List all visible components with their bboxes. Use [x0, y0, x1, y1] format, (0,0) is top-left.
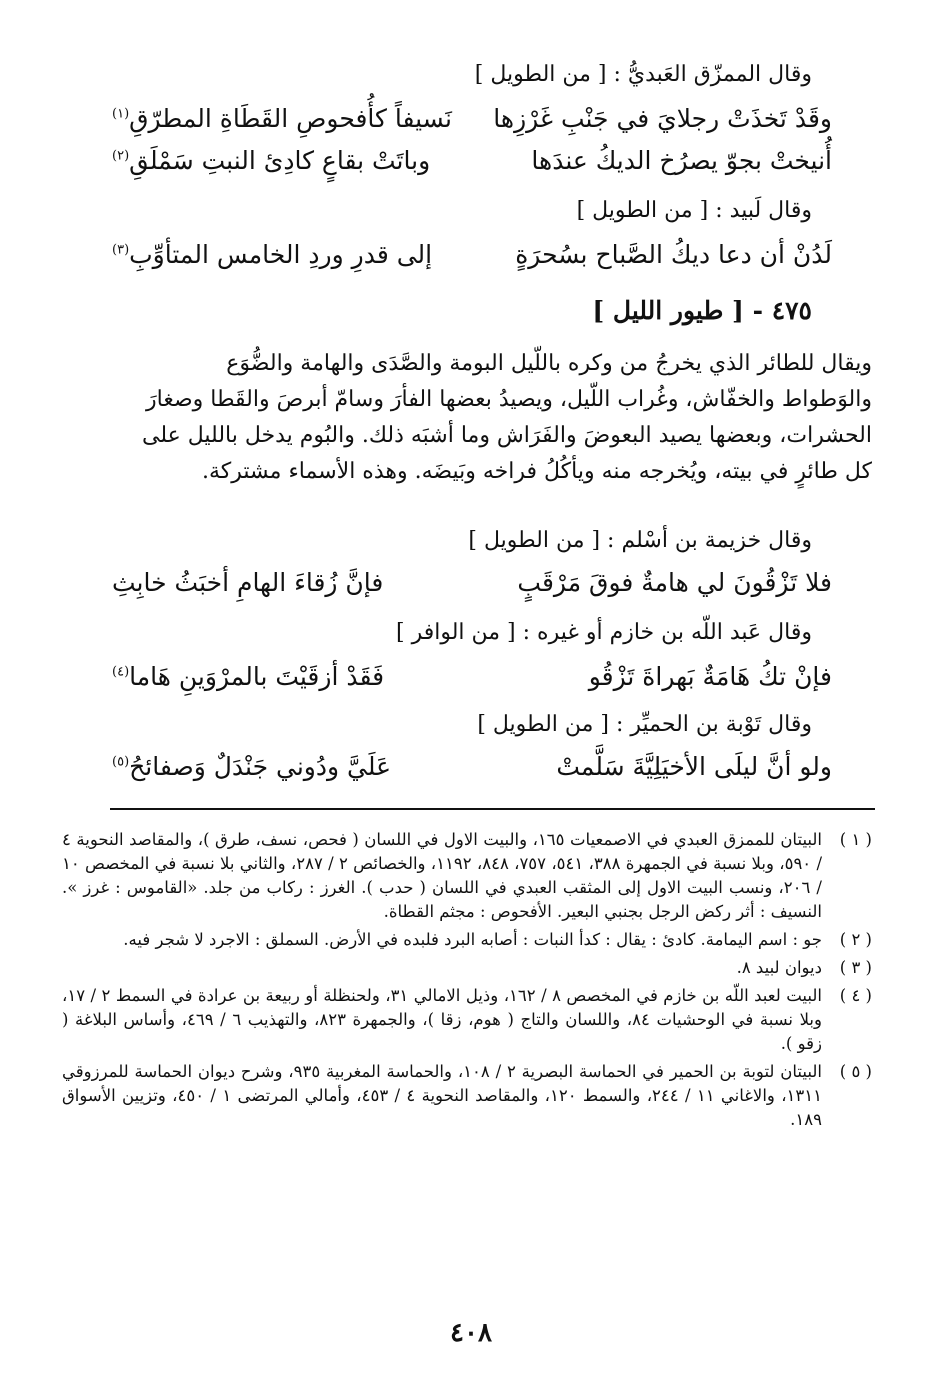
paragraph-line: ويقال للطائر الذي يخرجُ من وكره باللّيل البومة والصَّدَى والهامة والضُّوَع — [226, 351, 872, 376]
footnote-text: ديوان لبيد ٨. — [736, 958, 822, 977]
footnote — [62, 928, 872, 952]
verse-second-hemistich: إلى قدرِ وردِ الخامس المتأوِّبِ$^{(٣)}$ — [112, 240, 433, 269]
paragraph-line: كل طائرٍ في بيته، ويُخرجه منه ويأكُلُ فراخه وبَيضَه. وهذه الأسماء مشتركة. — [202, 459, 872, 484]
footnote-text: جو : اسم اليمامة. كادئ : يقال : كدأ النبات : أصابه البرد فلبده في الأرض. السملق : الاجرد لا شجر فيه. — [123, 930, 822, 949]
verse-second-hemistich: فَقَدْ أزقَيْتَ بالمرْوَينِ هَاما$^{(٤)}$ — [112, 662, 385, 691]
poet-intro-mumazzaq: وقال الممزّق العَبديُّ : [ من الطويل ] — [474, 62, 812, 87]
section-title: [ طيور الليل ] — [592, 296, 744, 325]
footnote-marker: (٥) — [112, 754, 130, 770]
footnote-text: البيتان لتوبة بن الحمير في الحماسة البصرية ٢ / ١٠٨، والحماسة المغربية ٩٣٥، وشرح ديوان الحماسة للمرزوقي ١٣١١، والاغاني ١١ / ٢٤٤، والسمط ١٢٠، والمقاصد النحوية ٤ / ٤٥٣، وأمالي المرتضى ١ / ٤٥٠، وتزيين الأسواق ١٨٩. — [62, 1062, 822, 1129]
verse-second-hemistich: عَلَيَّ ودُوني جَنْدَلٌ وَصفائحُ$^{(٥)}$ — [112, 752, 392, 781]
footnote-number: ( ٥ ) — [839, 1062, 872, 1081]
section-separator: - — [752, 296, 763, 325]
verse-line — [112, 104, 832, 144]
verse-first-hemistich: فلا تَزْقُونَ لي هامةٌ فوقَ مَرْقَبٍ — [517, 568, 832, 597]
poet-intro-labid: وقال لَبيد : [ من الطويل ] — [576, 198, 812, 223]
verse-line — [112, 568, 832, 608]
footnote-text: البيت لعبد اللّه بن خازم في المخصص ٨ / ١٦٢، وذيل الامالي ٣١، ولحنظلة أو ربيعة بن عرادة في السمط ٢ / ١٧، وبلا نسبة في الوحشيات ٨٤، واللسان والتاج ( هوم، زقا )، والجمهرة ٨٢٣، والتهذيب ٦ / ٤٦٩، وأساس البلاغة ( زقو ). — [62, 986, 822, 1053]
verse-first-hemistich: لَدُنْ أن دعا ديكُ الصَّباح بسُحرَةٍ — [515, 240, 832, 269]
verse-first-hemistich: ولو أنَّ ليلَى الأخيَلِيَّةَ سَلَّمتْ — [556, 752, 832, 781]
verse-line — [112, 662, 832, 702]
verse-line — [112, 146, 832, 186]
page-number: ٤٠٨ — [450, 1318, 492, 1348]
poet-intro-khuzayma: وقال خزيمة بن أسْلم : [ من الطويل ] — [468, 528, 812, 553]
footnote-number: ( ٤ ) — [839, 986, 872, 1005]
footnote — [62, 956, 872, 980]
poet-intro-tawba: وقال تَوْبة بن الحميِّر : [ من الطويل ] — [477, 712, 812, 737]
footnote-marker: (٤) — [112, 664, 130, 680]
section-heading — [592, 296, 812, 325]
section-number: ٤٧٥ — [771, 296, 812, 325]
footnote-marker: (٣) — [112, 242, 130, 258]
footnotes — [62, 828, 872, 1136]
verse-first-hemistich: أُنيختْ بجوّ يصرُخ الديكُ عندَها — [531, 146, 832, 175]
paragraph-line: والوَطواط والخفّاش، وغُراب اللّيل، ويصيدُ بعضها الفأرَ وسامّ أبرصَ والقَطا وصغارَ — [146, 387, 872, 412]
footnote-text: البيتان للممزق العبدي في الاصمعيات ١٦٥، والبيت الاول في اللسان ( فحص، نسف، طرق )، والمقاصد النحوية ٤ / ٥٩٠، وبلا نسبة في الجمهرة ٣٨٨، ٥٤١، ٧٥٧، ٨٤٨، ١١٩٢، والخصائص ٢ / ٢٨٧، والثاني بلا نسبة في المخصص ١٠ / ٢٠٦، ونسب البيت الاول إلى المثقب العبدي في اللسان ( حدب ). الغرز : ركاب من جلد. «القاموس : غرز ». النسيف : أثر ركض الرجل بجنبي البعير. الأفحوص : مجثم القطاة. — [62, 830, 823, 921]
footnote-number: ( ٣ ) — [839, 958, 872, 977]
poet-intro-abdallah: وقال عَبد اللّه بن خازم أو غيره : [ من الوافر ] — [396, 620, 812, 645]
footnote-marker: (١) — [112, 106, 130, 122]
footnote — [62, 828, 872, 924]
footnote — [62, 984, 872, 1056]
paragraph-line: الحشرات، وبعضها يصيد البعوضَ والفَرَاش وما أشبَه ذلك. والبُوم يدخل بالليل على — [142, 423, 872, 448]
footnote-number: ( ٢ ) — [839, 930, 872, 949]
verse-line — [112, 240, 832, 280]
verse-second-hemistich: نَسيفاً كأُفحوصِ القَطَاةِ المطرّقِ$^{(١)}$ — [112, 104, 452, 133]
footnote-marker: (٢) — [112, 148, 130, 164]
footnote — [62, 1060, 872, 1132]
verse-second-hemistich: فإنَّ زُقاءَ الهامِ أخبَثُ خابِثِ — [112, 568, 384, 597]
footnote-divider — [110, 808, 875, 810]
verse-first-hemistich: وقَدْ تَخذَتْ رجلايَ في جَنْبِ غَرْزِها — [493, 104, 832, 133]
verse-second-hemistich: وباتَتْ بقاعٍ كادِئ النبتِ سَمْلَقِ$^{(٢)}$ — [112, 146, 431, 175]
verse-first-hemistich: فإنْ تكُ هَامَةٌ بَهراةَ تَزْقُو — [588, 662, 832, 691]
body-paragraph — [72, 346, 872, 490]
verse-line — [112, 752, 832, 792]
footnote-number: ( ١ ) — [839, 830, 872, 849]
